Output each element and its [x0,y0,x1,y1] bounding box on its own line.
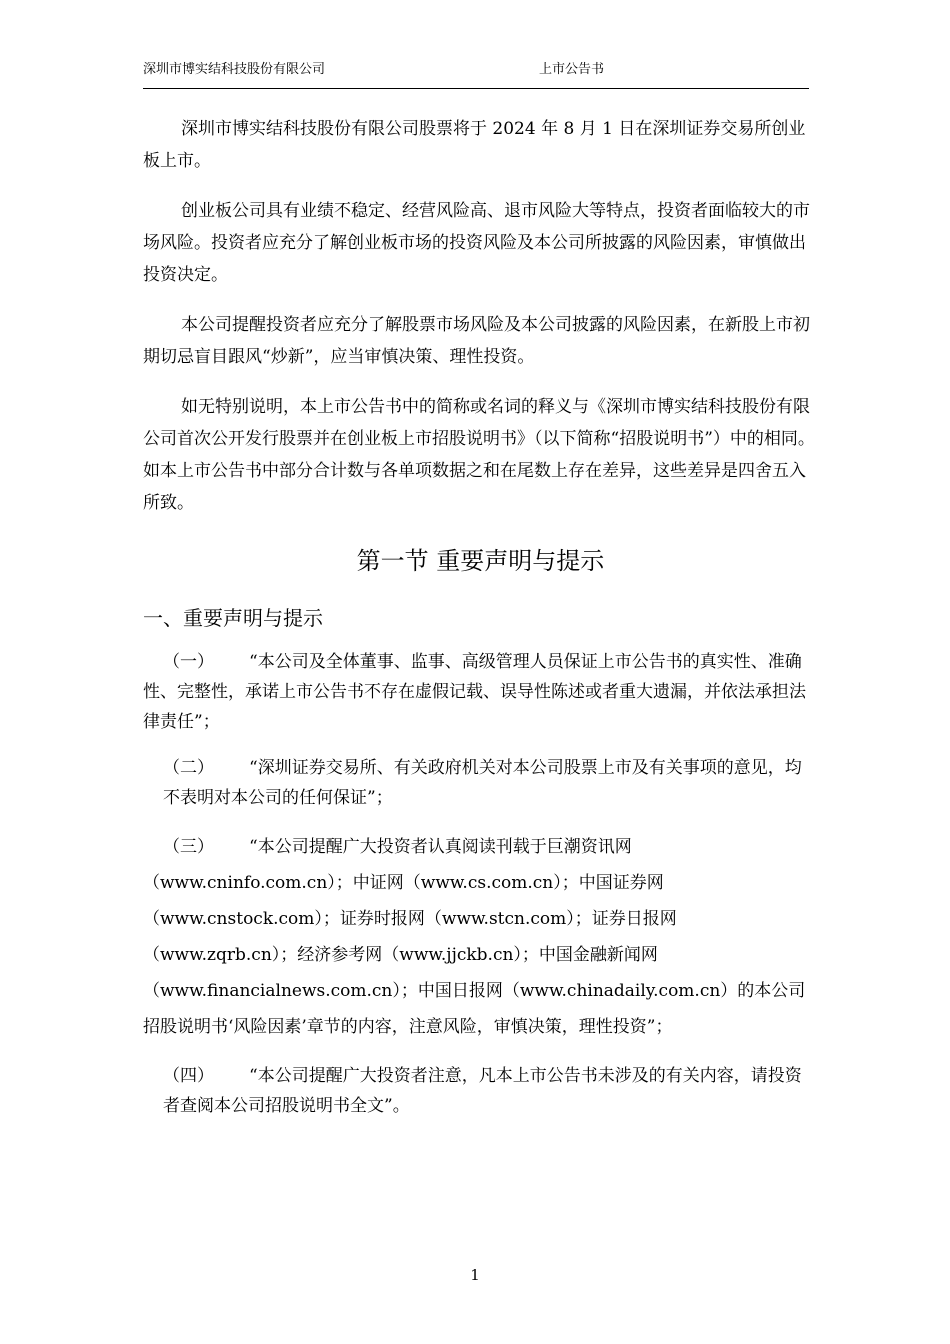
paragraph-definitions: 如无特别说明，本上市公告书中的简称或名词的释义与《深圳市博实结科技股份有限公司首次公开发行股票并在创业板上市招股说明书》（以下简称“招股说明书”）中的相同。如本上市公告书中部分合计数与各单项数据之和在尾数上存在差异，这些差异是四舍五入所致。 [143,397,815,513]
document-body [143,113,818,1137]
item-text: “本公司提醒广大投资者注意，凡本上市公告书未涉及的有关内容，请投资者查阅本公司招股说明书全文”。 [163,1066,802,1116]
page-header [143,58,809,89]
item-number: （三） [163,837,214,857]
page-number: 1 [470,1266,480,1284]
statement-item-2 [143,753,818,813]
statement-item-3 [143,829,818,1045]
paragraph-listing-date: 深圳市博实结科技股份有限公司股票将于 2024 年 8 月 1 日在深圳证券交易所创业板上市。 [143,119,806,171]
item-text: “深圳证券交易所、有关政府机关对本公司股票上市及有关事项的意见，均不表明对本公司的任何保证”； [163,758,802,808]
item-text: “本公司及全体董事、监事、高级管理人员保证上市公告书的真实性、准确性、完整性，承诺上市公告书不存在虚假记载、误导性陈述或者重大遗漏，并依法承担法律责任”； [143,652,806,732]
item-text: “本公司提醒广大投资者认真阅读刊载于巨潮资讯网（www.cninfo.com.cn）；中证网（www.cs.com.cn）；中国证券网（www.cnstock.com）；证券时报网（www.stcn.com）；证券日报网（www.zqrb.cn）；经济参考网（www.jjckb.cn）；中国金融新闻网（www.financialnews.com.cn）；中国日报网（www.chinadaily.com.cn）的本公司招股说明书‘风险因素’章节的内容，注意风险，审慎决策，理性投资”； [143,837,806,1037]
item-number: （一） [163,652,214,672]
paragraph-investor-reminder: 本公司提醒投资者应充分了解股票市场风险及本公司披露的风险因素，在新股上市初期切忌盲目跟风“炒新”，应当审慎决策、理性投资。 [143,315,810,367]
item-number: （四） [163,1066,214,1086]
paragraph-chinext-risk: 创业板公司具有业绩不稳定、经营风险高、退市风险大等特点，投资者面临较大的市场风险。投资者应充分了解创业板市场的投资风险及本公司所披露的风险因素，审慎做出投资决定。 [143,201,810,285]
item-number: （二） [163,758,214,778]
section-title: 第一节 重要声明与提示 [356,547,605,575]
statement-item-4 [143,1061,818,1121]
header-company: 深圳市博实结科技股份有限公司 [143,62,326,77]
statement-item-1 [143,647,818,737]
header-doc-title: 上市公告书 [539,62,605,77]
subsection-title: 一、重要声明与提示 [143,606,323,630]
